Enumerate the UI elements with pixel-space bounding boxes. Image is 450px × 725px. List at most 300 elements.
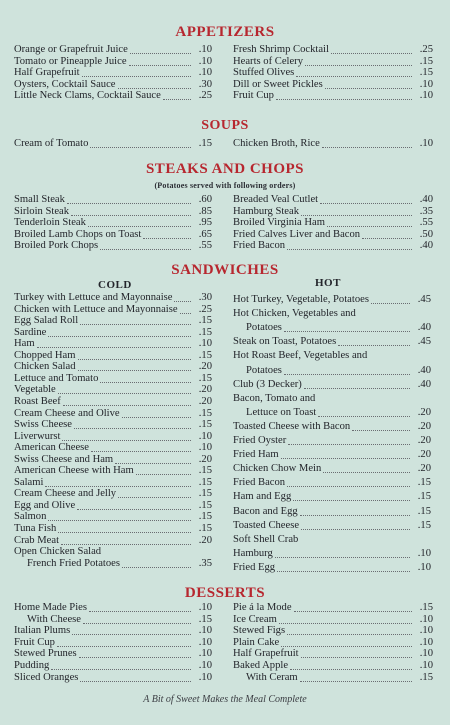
- menu-item-name: Ice Cream: [233, 613, 277, 625]
- dot-leader: [48, 520, 191, 521]
- menu-item: [233, 548, 431, 560]
- menu-item-name: With Ceram: [246, 671, 298, 683]
- menu-item-price: .15: [419, 55, 433, 67]
- menu-item: [14, 465, 212, 477]
- menu-item-price: .40: [419, 194, 433, 205]
- footer-tagline: A Bit of Sweet Makes the Meal Complete: [143, 694, 307, 705]
- menu-item-name: Lettuce and Tomato: [14, 372, 99, 384]
- menu-item-price: .10: [198, 660, 212, 671]
- menu-item: [233, 206, 433, 218]
- menu-item-name: Stewed Figs: [233, 625, 286, 637]
- menu-item-price: .15: [198, 315, 212, 327]
- dot-leader: [88, 226, 191, 227]
- dot-leader: [77, 509, 191, 510]
- menu-item-price: .10: [198, 67, 212, 79]
- menu-item-name: Salmon: [14, 511, 47, 523]
- dot-leader: [281, 458, 410, 459]
- dot-leader: [82, 76, 191, 77]
- dot-leader: [91, 451, 191, 452]
- dot-leader: [304, 388, 410, 389]
- menu-item: [233, 44, 433, 56]
- menu-item-price: .10: [198, 442, 212, 454]
- menu-item-name: Hearts of Celery: [233, 55, 304, 67]
- menu-item-price: .25: [198, 303, 212, 315]
- menu-item: [14, 500, 212, 512]
- menu-item: [233, 79, 433, 91]
- menu-item: [233, 562, 431, 574]
- dot-leader: [287, 634, 412, 635]
- menu-item-price: .25: [198, 90, 212, 102]
- menu-item-name: Half Grapefruit: [14, 67, 80, 79]
- menu-item: [14, 56, 212, 68]
- dot-leader: [318, 416, 410, 417]
- menu-item-price: .35: [419, 205, 433, 217]
- menu-item-name: Dill or Sweet Pickles: [233, 78, 323, 90]
- menu-item: [14, 488, 212, 500]
- menu-item: [14, 454, 212, 466]
- menu-item: [14, 431, 212, 443]
- menu-item-price: .40: [417, 378, 431, 390]
- menu-item-price: .15: [198, 349, 212, 361]
- menu-item-name: Plain Cake: [233, 636, 280, 648]
- menu-item: [233, 602, 433, 614]
- cold-sandwiches-heading: COLD: [98, 279, 132, 291]
- menu-item-price: .20: [417, 435, 431, 446]
- menu-item: [14, 217, 212, 229]
- menu-item-price: .10: [198, 602, 212, 613]
- menu-item-price: .15: [417, 491, 431, 503]
- dot-leader: [78, 370, 191, 371]
- menu-item-price: .10: [198, 648, 212, 660]
- menu-item-price: .85: [198, 205, 212, 217]
- menu-item-price: .10: [419, 636, 433, 648]
- dot-leader: [290, 669, 412, 670]
- menu-item-price: .15: [419, 67, 433, 79]
- menu-item-name: Stewed Prunes: [14, 648, 77, 660]
- menu-item-price: .15: [417, 519, 431, 531]
- menu-item-name: Fruit Cup: [233, 90, 274, 102]
- menu-item: [233, 322, 431, 334]
- menu-item-name: Tomato or Pineapple Juice: [14, 55, 127, 67]
- menu-item-name: Tuna Fish: [14, 523, 57, 534]
- menu-item-price: .15: [198, 407, 212, 419]
- menu-item-name: Liverwurst: [14, 430, 61, 442]
- menu-item-name: Chicken with Lettuce and Mayonnaise: [14, 303, 178, 315]
- menu-item-price: .10: [419, 613, 433, 625]
- menu-item-price: .15: [198, 523, 212, 534]
- menu-item: [233, 350, 431, 362]
- menu-item: [14, 384, 212, 396]
- menu-item-price: .15: [198, 419, 212, 431]
- dot-leader: [296, 76, 412, 77]
- steaks-note: (Potatoes served with following orders): [154, 181, 296, 190]
- dot-leader: [115, 463, 191, 464]
- menu-item-name: Small Steak: [14, 194, 65, 205]
- menu-item: [233, 614, 433, 626]
- dot-leader: [100, 249, 191, 250]
- menu-item: [233, 407, 431, 419]
- dot-leader: [180, 313, 191, 314]
- dot-leader: [300, 681, 412, 682]
- menu-item-price: .10: [417, 561, 431, 573]
- menu-item-price: .25: [419, 44, 433, 55]
- menu-item: [14, 648, 212, 660]
- menu-item-price: .20: [417, 420, 431, 432]
- menu-item-price: .15: [198, 138, 212, 149]
- menu-item: [233, 294, 431, 306]
- dot-leader: [80, 324, 191, 325]
- menu-item: [233, 365, 431, 377]
- dot-leader: [63, 405, 191, 406]
- dot-leader: [279, 623, 412, 624]
- dot-leader: [57, 646, 191, 647]
- menu-item: [14, 229, 212, 241]
- dot-leader: [331, 53, 412, 54]
- dot-leader: [300, 515, 410, 516]
- menu-item-name: Vegetable: [14, 384, 56, 396]
- menu-item-price: .60: [198, 194, 212, 205]
- menu-item: [14, 546, 212, 558]
- sandwiches-heading: SANDWICHES: [171, 262, 279, 278]
- dot-leader: [136, 474, 191, 475]
- desserts-heading: DESSERTS: [184, 585, 266, 601]
- menu-item: [14, 660, 212, 672]
- menu-item-name: Italian Plums: [14, 625, 71, 637]
- menu-item: [14, 44, 212, 56]
- menu-item-name: Sardine: [14, 326, 47, 338]
- hot-sandwiches-heading: HOT: [315, 277, 341, 289]
- dot-leader: [51, 669, 191, 670]
- menu-item-name: Soft Shell Crab: [233, 533, 299, 545]
- menu-item: [14, 558, 212, 570]
- menu-item-name: Cream Cheese and Olive: [14, 407, 120, 419]
- menu-item: [233, 217, 433, 229]
- menu-item-price: .40: [417, 364, 431, 376]
- menu-item-name: Fresh Shrimp Cocktail: [233, 44, 329, 55]
- menu-item: [233, 229, 433, 241]
- menu-item-name: Turkey with Lettuce and Mayonnaise: [14, 292, 173, 303]
- dot-leader: [284, 374, 410, 375]
- menu-item-name: Roast Beef: [14, 395, 61, 407]
- menu-item: [14, 138, 212, 150]
- menu-item-name: Baked Apple: [233, 660, 289, 671]
- menu-item-price: .10: [419, 648, 433, 660]
- menu-item-price: .10: [417, 547, 431, 559]
- menu-item-name: Chicken Broth, Rice: [233, 138, 320, 149]
- menu-item: [233, 648, 433, 660]
- menu-item: [14, 315, 212, 327]
- menu-item-price: .20: [198, 361, 212, 373]
- menu-item-price: .55: [198, 240, 212, 252]
- menu-item-name: Egg Salad Roll: [14, 315, 79, 327]
- menu-item-name: American Cheese with Ham: [14, 465, 134, 477]
- menu-item-name: Chicken Chow Mein: [233, 463, 322, 475]
- menu-item-name: Sliced Oranges: [14, 671, 79, 683]
- menu-item: [233, 393, 431, 405]
- menu-item-price: .15: [198, 476, 212, 488]
- dot-leader: [163, 99, 191, 100]
- menu-item: [14, 419, 212, 431]
- menu-item-price: .55: [419, 217, 433, 229]
- dot-leader: [294, 611, 412, 612]
- dot-leader: [78, 359, 191, 360]
- menu-item-name: Oysters, Cocktail Sauce: [14, 78, 116, 90]
- menu-item-price: .10: [198, 44, 212, 55]
- menu-item-name: Fried Bacon: [233, 477, 286, 489]
- menu-item: [14, 477, 212, 489]
- menu-item-price: .95: [198, 217, 212, 229]
- menu-item: [233, 520, 431, 532]
- menu-item: [233, 625, 433, 637]
- menu-item: [14, 194, 212, 206]
- dot-leader: [275, 557, 410, 558]
- menu-item: [14, 90, 212, 102]
- menu-item: [233, 138, 433, 150]
- menu-item-name: Egg and Olive: [14, 499, 76, 511]
- menu-item-name: Ham: [14, 338, 35, 350]
- menu-item: [14, 396, 212, 408]
- menu-item-price: .10: [198, 671, 212, 683]
- dot-leader: [130, 53, 191, 54]
- menu-item: [14, 523, 212, 535]
- menu-item-price: .10: [419, 625, 433, 637]
- dot-leader: [320, 203, 412, 204]
- menu-item-name: Broiled Pork Chops: [14, 240, 99, 252]
- menu-item-name: Stuffed Olives: [233, 67, 295, 79]
- menu-item: [233, 463, 431, 475]
- menu-item-price: .10: [198, 55, 212, 67]
- menu-item-name: Little Neck Clams, Cocktail Sauce: [14, 90, 161, 102]
- menu-item-price: .20: [198, 453, 212, 465]
- menu-item-name: Lettuce on Toast: [246, 406, 317, 418]
- menu-item-price: .45: [417, 294, 431, 305]
- menu-item-price: .10: [419, 660, 433, 671]
- dot-leader: [362, 238, 412, 239]
- menu-item: [14, 614, 212, 626]
- menu-item-name: Swiss Cheese: [14, 419, 72, 431]
- menu-item-price: .10: [419, 138, 433, 149]
- menu-item-name: Broiled Lamb Chops on Toast: [14, 228, 142, 240]
- dot-leader: [284, 331, 410, 332]
- menu-item: [14, 327, 212, 339]
- dot-leader: [48, 336, 191, 337]
- menu-item: [233, 240, 433, 252]
- menu-item-name: Fried Bacon: [233, 240, 286, 252]
- dot-leader: [371, 303, 410, 304]
- menu-item-name: Hamburg Steak: [233, 205, 300, 217]
- menu-item-name: Hot Roast Beef, Vegetables and: [233, 350, 368, 362]
- menu-item-price: .15: [198, 326, 212, 338]
- dot-leader: [72, 634, 191, 635]
- dot-leader: [90, 147, 191, 148]
- menu-item-price: .15: [417, 477, 431, 489]
- dot-leader: [293, 500, 410, 501]
- dot-leader: [325, 88, 412, 89]
- menu-item-name: Breaded Veal Cutlet: [233, 194, 319, 205]
- menu-item: [233, 379, 431, 391]
- menu-item-name: Salami: [14, 476, 44, 488]
- menu-item-name: Fried Egg: [233, 561, 276, 573]
- menu-item-price: .15: [198, 372, 212, 384]
- menu-item: [14, 535, 212, 547]
- menu-item-name: Pie á la Mode: [233, 602, 292, 613]
- dot-leader: [287, 486, 410, 487]
- dot-leader: [89, 611, 191, 612]
- menu-item-name: Tenderloin Steak: [14, 217, 86, 229]
- dot-leader: [287, 249, 412, 250]
- dot-leader: [71, 215, 191, 216]
- menu-item-price: .45: [417, 336, 431, 348]
- menu-item: [14, 442, 212, 454]
- menu-item: [233, 435, 431, 447]
- menu-item: [14, 350, 212, 362]
- menu-item: [233, 660, 433, 672]
- menu-item-name: Hot Turkey, Vegetable, Potatoes: [233, 294, 369, 305]
- menu-item-name: French Fried Potatoes: [27, 557, 120, 569]
- dot-leader: [100, 382, 191, 383]
- menu-item-name: Crab Meat: [14, 534, 60, 546]
- dot-leader: [301, 529, 410, 530]
- dot-leader: [281, 646, 412, 647]
- dot-leader: [288, 444, 410, 445]
- menu-item: [14, 373, 212, 385]
- menu-item: [14, 292, 212, 304]
- menu-item-price: .50: [419, 228, 433, 240]
- menu-item-price: .15: [417, 505, 431, 517]
- menu-item-price: .40: [419, 240, 433, 252]
- dot-leader: [352, 430, 410, 431]
- dot-leader: [323, 472, 410, 473]
- menu-item-price: .10: [198, 430, 212, 442]
- dot-leader: [301, 657, 412, 658]
- menu-item-price: .15: [419, 602, 433, 613]
- menu-item-price: .20: [417, 449, 431, 461]
- menu-item-price: .20: [417, 406, 431, 418]
- menu-item: [14, 240, 212, 252]
- menu-item-name: Fried Ham: [233, 449, 279, 461]
- menu-item-price: .15: [198, 499, 212, 511]
- menu-item-price: .15: [198, 488, 212, 500]
- menu-item-price: .40: [417, 322, 431, 334]
- menu-item-name: Fried Oyster: [233, 435, 287, 446]
- dot-leader: [338, 345, 410, 346]
- menu-item-price: .30: [198, 292, 212, 303]
- menu-item-price: .15: [198, 511, 212, 523]
- dot-leader: [79, 657, 191, 658]
- soups-heading: SOUPS: [201, 118, 249, 133]
- menu-item-name: Home Made Pies: [14, 602, 87, 613]
- dot-leader: [67, 203, 191, 204]
- menu-item: [14, 304, 212, 316]
- dot-leader: [62, 440, 191, 441]
- menu-item: [14, 511, 212, 523]
- menu-item-price: .15: [198, 465, 212, 477]
- menu-item-price: .10: [419, 78, 433, 90]
- dot-leader: [122, 567, 191, 568]
- dot-leader: [276, 99, 412, 100]
- menu-item: [14, 637, 212, 649]
- dot-leader: [74, 428, 191, 429]
- menu-item: [14, 67, 212, 79]
- menu-item-name: Orange or Grapefruit Juice: [14, 44, 128, 55]
- menu-item: [14, 625, 212, 637]
- menu-item-name: American Cheese: [14, 442, 90, 454]
- menu-item-price: .30: [198, 78, 212, 90]
- menu-item-name: Chicken Salad: [14, 361, 76, 373]
- dot-leader: [327, 226, 412, 227]
- menu-item: [233, 672, 433, 684]
- menu-item-price: .65: [198, 228, 212, 240]
- menu-item-name: Toasted Cheese: [233, 519, 300, 531]
- menu-item-name: Sirloin Steak: [14, 205, 70, 217]
- menu-item-name: Cream Cheese and Jelly: [14, 488, 117, 500]
- menu-item-price: .20: [198, 384, 212, 396]
- dot-leader: [122, 417, 191, 418]
- dot-leader: [129, 65, 191, 66]
- dot-leader: [45, 486, 191, 487]
- menu-item-name: Fruit Cup: [14, 636, 55, 648]
- menu-item-name: Toasted Cheese with Bacon: [233, 420, 351, 432]
- menu-item: [233, 421, 431, 433]
- dot-leader: [83, 623, 191, 624]
- menu-item-price: .20: [198, 534, 212, 546]
- menu-item: [14, 602, 212, 614]
- dot-leader: [118, 88, 191, 89]
- menu-item-price: .10: [198, 636, 212, 648]
- dot-leader: [322, 147, 412, 148]
- menu-item: [233, 491, 431, 503]
- appetizers-heading: APPETIZERS: [175, 24, 275, 40]
- dot-leader: [61, 544, 191, 545]
- menu-item-price: .10: [198, 625, 212, 637]
- dot-leader: [80, 681, 191, 682]
- dot-leader: [174, 301, 191, 302]
- menu-item: [14, 338, 212, 350]
- dot-leader: [58, 393, 191, 394]
- menu-item-name: Fried Calves Liver and Bacon: [233, 228, 361, 240]
- menu-item-price: .20: [198, 395, 212, 407]
- dot-leader: [58, 532, 191, 533]
- menu-item: [14, 408, 212, 420]
- menu-item-name: Half Grapefruit: [233, 648, 299, 660]
- steaks-heading: STEAKS AND CHOPS: [145, 161, 305, 177]
- dot-leader: [277, 571, 410, 572]
- dot-leader: [301, 215, 412, 216]
- menu-item: [14, 206, 212, 218]
- menu-item-name: Swiss Cheese and Ham: [14, 453, 114, 465]
- menu-item: [14, 79, 212, 91]
- menu-item-price: .10: [198, 338, 212, 350]
- menu-item: [233, 506, 431, 518]
- menu-item: [233, 534, 431, 546]
- menu-item: [233, 336, 431, 348]
- menu-item: [14, 361, 212, 373]
- dot-leader: [37, 347, 191, 348]
- menu-item-name: Chopped Ham: [14, 349, 76, 361]
- dot-leader: [118, 497, 191, 498]
- menu-item-name: Ham and Egg: [233, 491, 292, 503]
- menu-item: [14, 672, 212, 684]
- menu-item: [233, 56, 433, 68]
- menu-item-name: Club (3 Decker): [233, 378, 302, 390]
- menu-item-name: Cream of Tomato: [14, 138, 89, 149]
- menu-item: [233, 308, 431, 320]
- menu-item: [233, 449, 431, 461]
- menu-item-name: Potatoes: [246, 364, 282, 376]
- menu-item-price: .20: [417, 463, 431, 475]
- menu-item: [233, 67, 433, 79]
- menu-item-name: With Cheese: [27, 613, 81, 625]
